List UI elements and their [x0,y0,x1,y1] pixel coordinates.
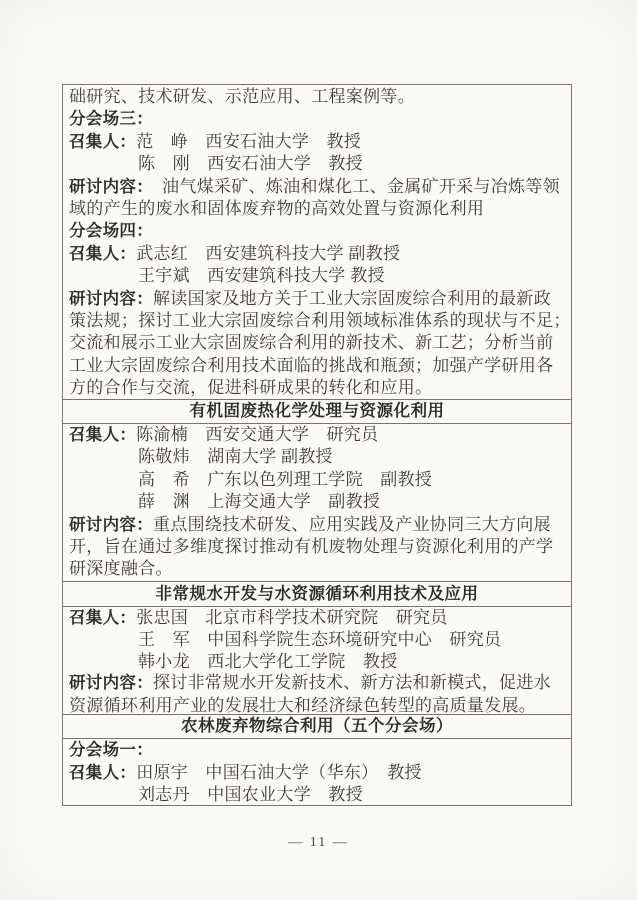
topic-line [69,176,565,198]
convener-text: 王宇斌 西安建筑科技大学 教授 [138,266,385,286]
line-text: 方的合作与交流，促进科研成果的转化和应用。 [69,378,433,398]
line-text: 交流和展示工业大宗固废综合利用的新技术、新工艺；分析当前 [69,333,554,353]
convener-text: 陈敬炜 湖南大学 副教授 [138,447,333,467]
convener-text: 刘志丹 中国农业大学 教授 [138,785,363,805]
topic-line [69,514,565,536]
convener-line [69,762,565,785]
topic-label: 研讨内容： [69,515,153,534]
convener-text: 张忠国 北京市科学技术研究院 研究员 [136,608,448,627]
convener-line [69,446,565,468]
convener-line [69,651,565,672]
convener-line [69,424,565,446]
subsession-label: 分会场四： [69,222,153,241]
topic-text: 重点围绕技术研发、应用实践及产业协同三大方向展 [153,514,551,534]
topic-text: 油气煤采矿、炼油和煤化工、金属矿开采与冶炼等领 [144,176,560,196]
conference-program-table [62,84,572,806]
convener-text: 陈渝楠 西安交通大学 研究员 [136,425,379,444]
convener-line [69,629,565,650]
unconventional-water-block [63,606,571,714]
topic-line [69,672,565,694]
convener-label: 召集人： [69,132,137,151]
text-line [69,332,565,354]
text-line [69,355,565,377]
convener-text: 田原宇 中国石油大学（华东） 教授 [136,762,422,782]
subsession-label: 分会场一： [69,741,153,759]
session-3-and-4-block [63,85,571,399]
convener-label: 召集人： [69,426,137,444]
topic-label: 研讨内容： [69,177,145,196]
line-text: 工业大宗固废综合利用技术面临的挑战和瓶颈；加强产学研用各 [69,355,554,375]
subsession-title [69,108,565,130]
line-text: 资源循环利用产业的发展壮大和经济绿色转型的高质量发展。 [69,695,537,714]
line-text: 研深度融合。 [69,559,173,579]
line-text: 策法规；探讨工业大宗固废综合利用领域标准体系的现状与不足； [69,311,571,331]
topic-label: 研讨内容： [69,674,153,693]
text-line [69,310,571,332]
convener-line [69,607,565,629]
convener-text: 范 峥 西安石油大学 教授 [136,131,362,151]
convener-line [69,784,565,807]
text-line [69,198,565,220]
topic-line [69,288,565,310]
section-header-text: 有机固废热化学处理与资源化利用 [189,402,445,420]
section-header-text: 农林废弃物综合利用（五个分会场） [181,717,453,735]
text-line [69,86,565,108]
line-text: 开，旨在通过多维度探讨推动有机废物处理与资源化利用的产学 [69,537,554,557]
convener-label: 召集人： [69,244,137,263]
convener-text: 韩小龙 西北大学化工学院 教授 [138,651,398,671]
convener-line [69,153,565,175]
subsession-label: 分会场三： [69,110,153,129]
convener-text: 王 军 中国科学院生态环境研究中心 研究员 [138,630,502,650]
topic-text: 解读国家及地方关于工业大宗固废综合利用的最新政 [153,288,551,308]
subsession-title [69,739,565,762]
convener-line [69,243,565,265]
convener-text: 陈 刚 西安石油大学 教授 [138,154,363,174]
text-line [69,377,565,399]
page-number: — 11 — [288,835,349,850]
topic-label: 研讨内容： [69,289,153,308]
convener-label: 召集人： [69,609,137,627]
text-line [69,695,565,714]
subsession-title [69,220,565,242]
convener-line [69,131,565,153]
topic-text: 探讨非常规水开发新技术、新方法和新模式，促进水 [153,673,551,693]
text-line [69,536,565,558]
section-header-unconventional-water [63,581,571,606]
organic-solid-waste-block [63,423,571,581]
convener-label: 召集人： [69,763,137,782]
convener-line [69,491,565,513]
line-text: 础研究、技术研发、示范应用、工程案例等。 [69,87,415,106]
line-text: 域的产生的废水和固体废弃物的高效处置与资源化利用 [69,199,485,219]
text-line [69,558,565,580]
convener-text: 高 希 广东以色列理工学院 副教授 [138,469,433,489]
section-header-text: 非常规水开发与水资源循环利用技术及应用 [155,585,479,603]
convener-line [69,469,565,491]
convener-line [69,265,565,287]
agroforestry-waste-block [63,738,571,807]
convener-text: 薛 渊 上海交通大学 副教授 [138,492,381,512]
section-header-organic-solid-waste [63,399,571,423]
section-header-agroforestry-waste [63,714,571,738]
convener-text: 武志红 西安建筑科技大学 副教授 [136,243,401,263]
